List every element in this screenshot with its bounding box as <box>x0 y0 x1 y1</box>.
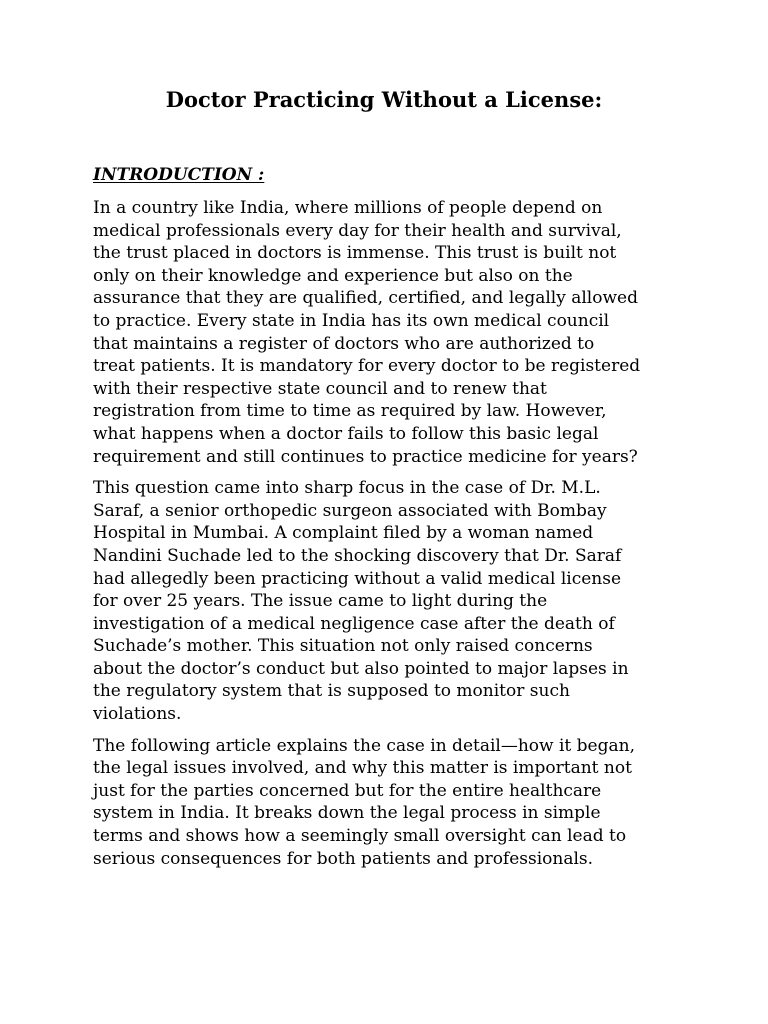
paragraph-line: with their respective state council and to renew that <box>93 378 547 399</box>
paragraph-line: violations. <box>93 704 182 725</box>
paragraph-line: Suchade’s mother. This situation not only raised concerns <box>93 636 593 657</box>
paragraph <box>93 477 693 726</box>
paragraph-line: treat patients. It is mandatory for every doctor to be registered <box>93 356 641 377</box>
document-title: Doctor Practicing Without a License: <box>165 87 603 112</box>
paragraph-line: medical professionals every day for their health and survival, <box>93 220 622 241</box>
body-text <box>93 197 693 879</box>
paragraph-line: what happens when a doctor fails to follow this basic legal <box>93 423 599 444</box>
paragraph-line: assurance that they are qualified, certified, and legally allowed <box>93 288 638 309</box>
paragraph-line: Hospital in Mumbai. A complaint filed by a woman named <box>93 523 594 544</box>
paragraph-line: terms and shows how a seemingly small oversight can lead to <box>93 826 627 847</box>
paragraph-line: system in India. It breaks down the legal process in simple <box>93 803 601 824</box>
paragraph-line: the legal issues involved, and why this matter is important not <box>93 758 632 779</box>
paragraph-line: serious consequences for both patients and professionals. <box>93 848 594 869</box>
paragraph-line: investigation of a medical negligence case after the death of <box>93 613 615 634</box>
paragraph-line: registration from time to time as required by law. However, <box>93 401 607 422</box>
paragraph-line: Saraf, a senior orthopedic surgeon associated with Bombay <box>93 500 607 521</box>
paragraph-line: This question came into sharp focus in the case of Dr. M.L. <box>93 478 601 499</box>
paragraph-line: Nandini Suchade led to the shocking discovery that Dr. Saraf <box>93 545 622 566</box>
paragraph-line: only on their knowledge and experience but also on the <box>93 265 573 286</box>
section-heading-introduction: INTRODUCTION : <box>93 165 265 185</box>
paragraph-line: the regulatory system that is supposed to monitor such <box>93 681 570 702</box>
paragraph <box>93 197 693 468</box>
paragraph-line: The following article explains the case in detail—how it began, <box>93 735 635 756</box>
paragraph <box>93 735 693 871</box>
paragraph-line: the trust placed in doctors is immense. This trust is built not <box>93 243 617 264</box>
paragraph-line: to practice. Every state in India has its own medical council <box>93 310 610 331</box>
paragraph-line: about the doctor’s conduct but also pointed to major lapses in <box>93 658 629 679</box>
paragraph-line: requirement and still continues to practice medicine for years? <box>93 446 638 467</box>
paragraph-line: In a country like India, where millions of people depend on <box>93 198 603 218</box>
paragraph-line: just for the parties concerned but for the entire healthcare <box>93 780 602 801</box>
paragraph-line: for over 25 years. The issue came to light during the <box>93 591 548 612</box>
paragraph-line: had allegedly been practicing without a valid medical license <box>93 568 622 589</box>
paragraph-line: that maintains a register of doctors who are authorized to <box>93 333 595 354</box>
